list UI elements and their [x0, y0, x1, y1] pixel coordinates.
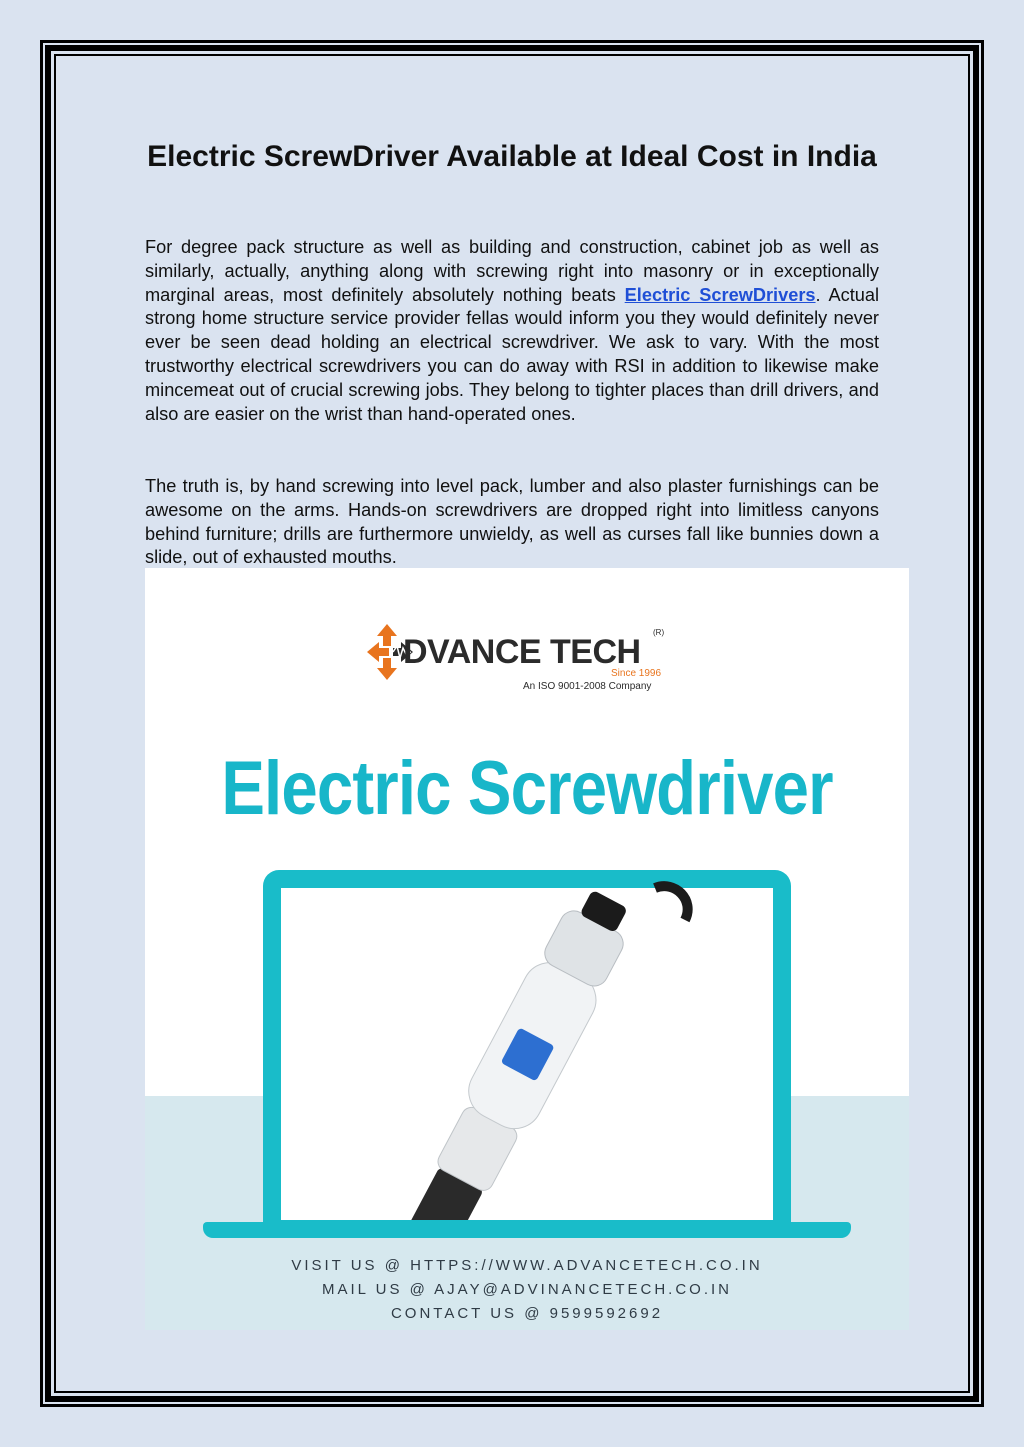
paragraph-1-text-start: For degree pack structure as well as building and construction, cabinet job as well as similarly, actually, anything along with screwing right into masonry or in exceptionally marginal areas, most definitely absolutely nothing beats [145, 237, 879, 305]
mail-us-line: MAIL US @ AJAY@ADVINANCETECH.CO.IN [321, 1281, 732, 1298]
document-title: Electric ScrewDriver Available at Ideal Cost in India [147, 140, 877, 173]
logo-registered-mark: (R) [653, 628, 665, 637]
electric-screwdrivers-link[interactable]: Electric ScrewDrivers [624, 284, 816, 305]
laptop-base [203, 1222, 851, 1238]
product-banner-image [145, 568, 909, 1330]
visit-us-line: VISIT US @ HTTPS://WWW.ADVANCETECH.CO.IN [291, 1257, 763, 1274]
paragraph-1 [145, 236, 879, 426]
advance-tech-logo [367, 624, 677, 694]
paragraph-2: The truth is, by hand screwing into level pack, lumber and also plaster furnishings can be awesome on the arms. Hands-on screwdrivers are dropped right into limitless canyons behind furniture; drills are furthermore unwieldy, as well as curses fall like bunnies down a slide, out of exhausted mouths. [145, 476, 879, 568]
banner-headline: Electric Screwdriver [221, 746, 833, 831]
logo-since: Since 1996 [611, 668, 662, 679]
logo-iso-tagline: An ISO 9001-2008 Company [523, 681, 652, 692]
logo-wordmark: DVANCE TECH [403, 633, 641, 671]
paragraph-1-text-end: . Actual strong home structure service provider fellas would inform you they would definitely never ever be seen dead holding an electrical screwdriver. We ask to vary. With the most trustworthy electrical screwdrivers you can do away with RSI in addition to likewise make mincemeat out of crucial screwing jobs. They belong to tighter places than drill drivers, and also are easier on the wrist than hand-operated ones. [145, 284, 880, 424]
electric-screwdriver-image [355, 880, 705, 1220]
contact-us-line: CONTACT US @ 9599592692 [390, 1305, 664, 1322]
